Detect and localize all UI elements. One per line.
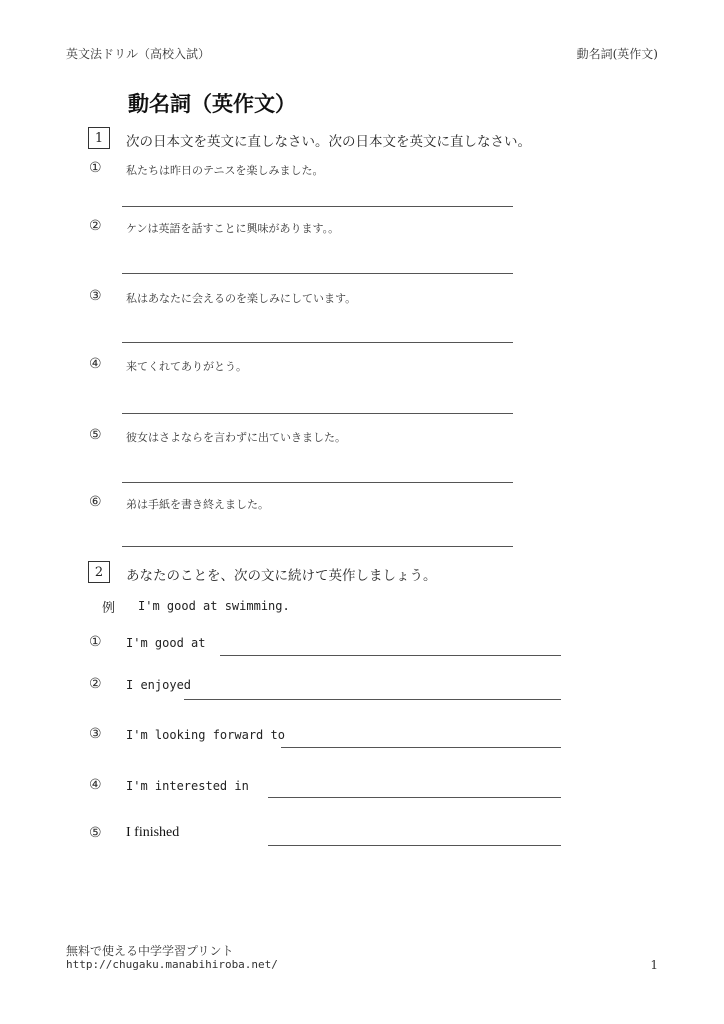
page-number: 1 — [650, 958, 658, 972]
s2-item-3-number: ③ — [89, 726, 102, 742]
s2-item-1-number: ① — [89, 634, 102, 650]
s1-item-4-answer-line[interactable] — [122, 413, 513, 414]
s1-item-6-question: 弟は手紙を書き終えました。 — [126, 498, 269, 511]
s2-item-3-answer-line[interactable] — [281, 747, 561, 748]
s1-item-2-question: ケンは英語を話すことに興味があります。。 — [126, 222, 340, 235]
s2-item-4-prompt: I'm interested in — [126, 779, 249, 793]
s1-item-5-question: 彼女はさよならを言わずに出ていきました。 — [126, 431, 346, 444]
header-right: 動名詞(英作文) — [576, 47, 658, 61]
s1-item-5-answer-line[interactable] — [122, 482, 513, 483]
s2-item-2-number: ② — [89, 676, 102, 692]
example-sentence: I'm good at swimming. — [138, 599, 290, 613]
s2-item-5-number: ⑤ — [89, 825, 102, 841]
footer-url[interactable]: http://chugaku.manabihiroba.net/ — [66, 958, 278, 971]
section1-number-box: 1 — [88, 127, 110, 149]
s2-item-1-prompt: I'm good at — [126, 636, 206, 650]
s2-item-4-answer-line[interactable] — [268, 797, 561, 798]
s2-item-5-prompt: I finished — [126, 825, 180, 840]
s1-item-3-number: ③ — [89, 288, 102, 304]
s2-item-2-prompt: I enjoyed — [126, 678, 192, 692]
section1-instruction: 次の日本文を英文に直しなさい。次の日本文を英文に直しなさい。 — [126, 134, 531, 150]
s1-item-5-number: ⑤ — [89, 427, 102, 443]
section2-instruction: あなたのことを、次の文に続けて英作しましょう。 — [126, 568, 437, 584]
s1-item-2-number: ② — [89, 218, 102, 234]
s2-item-2-answer-line[interactable] — [184, 699, 561, 700]
footer-site-name: 無料で使える中学学習プリント — [66, 944, 234, 958]
page-title: 動名詞（英作文） — [128, 92, 296, 116]
s1-item-4-question: 来てくれてありがとう。 — [126, 360, 247, 373]
s2-item-1-answer-line[interactable] — [220, 655, 561, 656]
s1-item-2-answer-line[interactable] — [122, 273, 513, 274]
s1-item-1-number: ① — [89, 160, 102, 176]
s2-item-4-number: ④ — [89, 777, 102, 793]
s1-item-6-answer-line[interactable] — [122, 546, 513, 547]
s1-item-3-question: 私はあなたに会えるのを楽しみにしています。 — [126, 292, 357, 305]
s1-item-4-number: ④ — [89, 356, 102, 372]
section2-number-box: 2 — [88, 561, 110, 583]
s1-item-6-number: ⑥ — [89, 494, 102, 510]
header-left: 英文法ドリル（高校入試） — [66, 47, 211, 61]
s1-item-1-answer-line[interactable] — [122, 206, 513, 207]
example-label: 例 — [102, 601, 116, 616]
s1-item-3-answer-line[interactable] — [122, 342, 513, 343]
s2-item-5-answer-line[interactable] — [268, 845, 561, 846]
s2-item-3-prompt: I'm looking forward to — [126, 728, 285, 742]
s1-item-1-question: 私たちは昨日のテニスを楽しみました。 — [126, 164, 324, 177]
